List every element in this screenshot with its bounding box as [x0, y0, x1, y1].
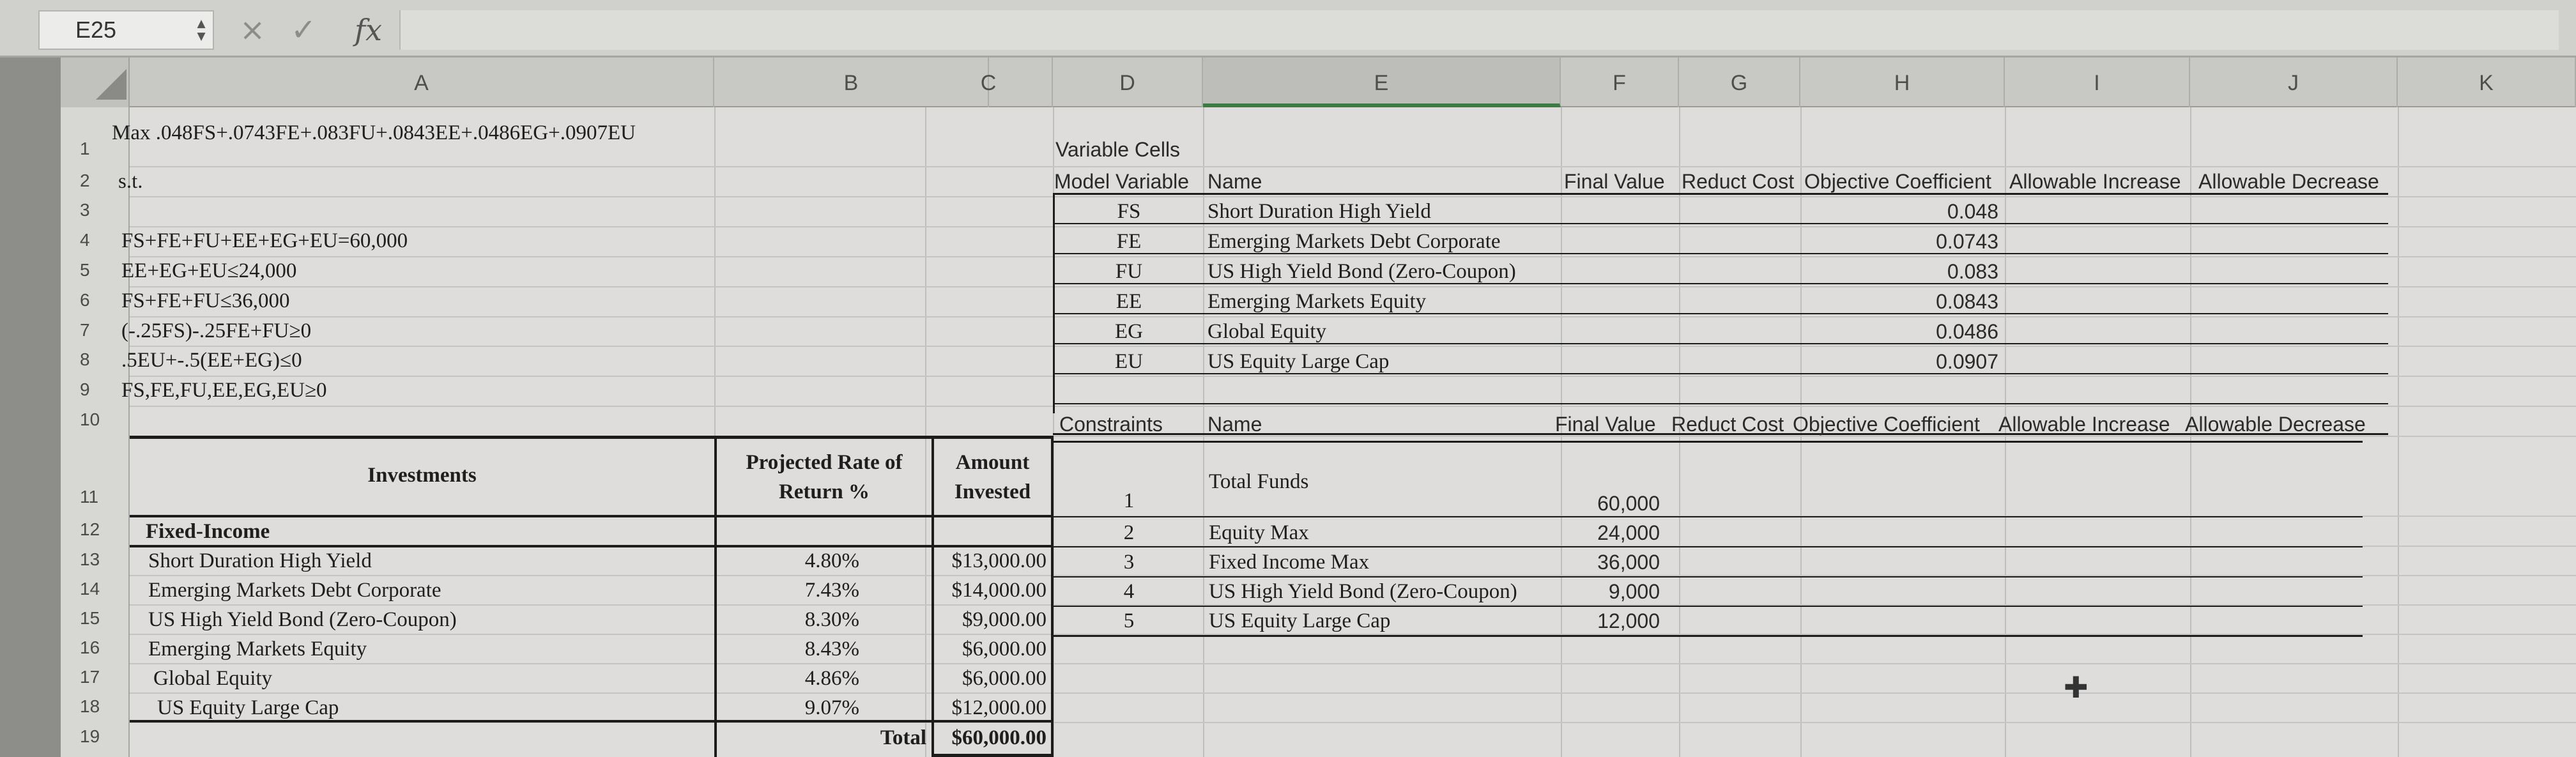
investment-name: US High Yield Bond (Zero-Coupon) — [148, 608, 457, 631]
vc-name: Emerging Markets Debt Corporate — [1208, 230, 1501, 253]
gridline — [130, 692, 2576, 694]
stepper-down-icon[interactable]: ▼ — [197, 30, 206, 43]
row-header-12[interactable]: 12 — [80, 519, 100, 539]
rate-header-line2: Return % — [778, 480, 870, 503]
table-border — [130, 545, 1053, 547]
investment-name: US Equity Large Cap — [157, 696, 339, 719]
window-edge — [0, 57, 61, 757]
vc-header-final-value: Final Value — [1564, 170, 1665, 193]
insert-function-icon[interactable]: fx — [355, 13, 382, 47]
table-border — [1053, 403, 2388, 404]
investment-name: Short Duration High Yield — [148, 549, 372, 572]
table-border — [931, 754, 1053, 757]
ct-header-constraints: Constraints — [1059, 413, 1163, 436]
investment-amount: $13,000.00 — [951, 549, 1046, 572]
cancel-icon[interactable]: × — [240, 12, 266, 48]
row-header-5[interactable]: 5 — [80, 260, 90, 280]
ct-header-allowable-increase: Allowable Increase — [1998, 413, 2170, 436]
constraint-4: (-.25FS)-.25FE+FU≥0 — [121, 319, 312, 342]
row-header-2[interactable]: 2 — [80, 171, 90, 190]
vc-name: US High Yield Bond (Zero-Coupon) — [1208, 260, 1516, 283]
ct-final-value: 60,000 — [1597, 492, 1660, 515]
vc-header-allowable-increase: Allowable Increase — [2009, 170, 2181, 193]
table-border — [1053, 546, 2363, 547]
gridline — [130, 376, 2576, 377]
investment-name: Emerging Markets Equity — [148, 638, 367, 661]
investment-amount: $12,000.00 — [951, 696, 1046, 719]
constraint-6: FS,FE,FU,EE,EG,EU≥0 — [121, 379, 327, 402]
vc-variable: EU — [1115, 350, 1143, 373]
table-border — [1053, 576, 2363, 577]
column-header-h[interactable]: H — [1800, 57, 2005, 107]
stepper-up-icon[interactable]: ▲ — [197, 17, 206, 30]
constraint-5: .5EU+-.5(EE+EG)≤0 — [121, 349, 302, 372]
name-box[interactable]: E25 — [38, 10, 214, 50]
vc-name: Global Equity — [1208, 320, 1327, 343]
rate-header-line1: Projected Rate of — [746, 451, 903, 474]
vc-variable: EG — [1115, 320, 1143, 343]
ct-name: Equity Max — [1209, 521, 1309, 544]
gridline — [130, 256, 2576, 257]
vc-coefficient: 0.0486 — [1936, 320, 1998, 343]
ct-header-reduct-cost: Reduct Cost — [1671, 413, 1784, 436]
ct-final-value: 9,000 — [1608, 580, 1660, 603]
gridline — [130, 346, 2576, 347]
investment-rate: 4.80% — [804, 549, 859, 572]
table-border — [1053, 441, 2363, 443]
vc-header-name: Name — [1208, 170, 1262, 193]
vc-variable: FU — [1115, 260, 1143, 283]
table-border — [1053, 516, 2363, 517]
column-header-k[interactable]: K — [2398, 57, 2576, 107]
row-header-17[interactable]: 17 — [80, 667, 100, 687]
vc-coefficient: 0.0843 — [1936, 290, 1998, 313]
cell-select-cursor-icon: ✚ — [2064, 670, 2089, 705]
investment-amount: $14,000.00 — [951, 579, 1046, 602]
investment-rate: 8.30% — [804, 608, 859, 631]
ct-name: US Equity Large Cap — [1209, 609, 1391, 632]
column-header-i[interactable]: I — [2005, 57, 2190, 107]
table-border — [1053, 635, 2363, 637]
confirm-icon[interactable]: ✓ — [291, 12, 317, 48]
ct-number: 5 — [1123, 609, 1135, 632]
row-header-6[interactable]: 6 — [80, 290, 90, 310]
table-border — [1053, 606, 2363, 607]
investment-amount: $9,000.00 — [962, 608, 1046, 631]
investments-header: Investments — [367, 464, 477, 487]
investment-rate: 8.43% — [804, 638, 859, 661]
row-header-16[interactable]: 16 — [80, 638, 100, 657]
row-header-7[interactable]: 7 — [80, 320, 90, 340]
row-header-4[interactable]: 4 — [80, 230, 90, 250]
vc-name: Emerging Markets Equity — [1208, 290, 1427, 313]
formula-input[interactable] — [399, 10, 2559, 50]
column-header-d[interactable]: D — [1053, 57, 1203, 107]
row-header-15[interactable]: 15 — [80, 608, 100, 628]
investment-name: Global Equity — [153, 667, 273, 690]
vc-variable: FS — [1117, 200, 1141, 223]
gridline — [130, 316, 2576, 317]
gridline — [130, 663, 2576, 664]
ct-final-value: 24,000 — [1597, 521, 1660, 544]
constraint-2: EE+EG+EU≤24,000 — [121, 259, 297, 282]
amount-header-line1: Amount — [955, 451, 1030, 474]
amount-header-line2: Invested — [954, 480, 1031, 503]
row-header-14[interactable]: 14 — [80, 579, 100, 599]
vc-header-allowable-decrease: Allowable Decrease — [2198, 170, 2379, 193]
ct-header-name: Name — [1208, 413, 1262, 436]
table-border — [1051, 436, 1054, 757]
row-header-18[interactable]: 18 — [80, 696, 100, 716]
column-header-c[interactable]: C — [925, 57, 1053, 107]
column-header-f[interactable]: F — [1561, 57, 1679, 107]
row-header-19[interactable]: 19 — [80, 726, 100, 746]
ct-header-objective-coefficient: Objective Coefficient — [1793, 413, 1980, 436]
ct-header-allowable-decrease: Allowable Decrease — [2185, 413, 2366, 436]
ct-name: Fixed Income Max — [1209, 551, 1370, 574]
ct-number: 4 — [1123, 580, 1135, 603]
column-header-a[interactable]: A — [130, 57, 714, 107]
ct-name: US High Yield Bond (Zero-Coupon) — [1209, 580, 1517, 603]
column-header-b[interactable]: B — [714, 57, 989, 107]
investment-amount: $6,000.00 — [962, 667, 1046, 690]
vc-header-model-variable: Model Variable — [1054, 170, 1190, 193]
vc-coefficient: 0.083 — [1947, 260, 1998, 283]
table-border — [130, 720, 1053, 723]
vc-coefficient: 0.0907 — [1936, 350, 1998, 373]
vc-header-reduct-cost: Reduct Cost — [1682, 170, 1795, 193]
vc-coefficient: 0.0743 — [1936, 230, 1998, 253]
vc-coefficient: 0.048 — [1947, 200, 1998, 223]
row-header-9[interactable]: 9 — [80, 379, 90, 399]
gridline — [130, 196, 2576, 197]
row-header-10[interactable]: 10 — [80, 409, 100, 429]
category-label: Fixed-Income — [146, 520, 270, 543]
ct-number: 2 — [1123, 521, 1135, 544]
table-border — [130, 515, 1053, 517]
ct-header-final-value: Final Value — [1555, 413, 1656, 436]
row-header-1[interactable]: 1 — [80, 139, 90, 158]
ct-final-value: 36,000 — [1597, 551, 1660, 574]
vc-variable: EE — [1116, 290, 1142, 313]
constraint-1: FS+FE+FU+EE+EG+EU=60,000 — [121, 229, 408, 252]
ct-final-value: 12,000 — [1597, 609, 1660, 632]
column-header-e[interactable]: E — [1203, 57, 1561, 107]
ct-name: Total Funds — [1209, 470, 1309, 493]
gridline — [130, 406, 2576, 407]
gridline — [130, 226, 2576, 227]
investment-amount: $6,000.00 — [962, 638, 1046, 661]
row-header-11[interactable]: 11 — [80, 487, 99, 507]
gridline — [130, 166, 2576, 167]
row-header-3[interactable]: 3 — [80, 200, 90, 220]
table-border — [130, 436, 1053, 439]
objective-function: Max .048FS+.0743FE+.083FU+.0843EE+.0486EG+.0907EU — [112, 121, 636, 144]
investment-rate: 7.43% — [804, 579, 859, 602]
vc-name: US Equity Large Cap — [1208, 350, 1390, 373]
gridline — [1203, 107, 1204, 757]
gridline — [130, 286, 2576, 287]
total-label: Total — [880, 726, 926, 749]
vc-header-objective-coefficient: Objective Coefficient — [1804, 170, 1991, 193]
ct-number: 3 — [1123, 551, 1135, 574]
investment-rate: 4.86% — [804, 667, 859, 690]
subject-to-label: s.t. — [118, 170, 143, 193]
total-value: $60,000.00 — [951, 726, 1046, 749]
investment-rate: 9.07% — [804, 696, 859, 719]
name-box-stepper-icon[interactable] — [188, 10, 214, 50]
gridline — [2398, 107, 2399, 757]
vc-name: Short Duration High Yield — [1208, 200, 1431, 223]
column-header-g[interactable]: G — [1679, 57, 1800, 107]
variable-cells-title: Variable Cells — [1055, 138, 1181, 161]
column-header-j[interactable]: J — [2190, 57, 2398, 107]
ct-number: 1 — [1123, 489, 1135, 512]
select-all-icon — [96, 69, 126, 100]
row-header-8[interactable]: 8 — [80, 349, 90, 369]
gridline — [925, 107, 926, 757]
investment-name: Emerging Markets Debt Corporate — [148, 579, 441, 602]
vc-variable: FE — [1116, 230, 1142, 253]
constraint-3: FS+FE+FU≤36,000 — [121, 289, 290, 312]
row-header-13[interactable]: 13 — [80, 549, 100, 569]
